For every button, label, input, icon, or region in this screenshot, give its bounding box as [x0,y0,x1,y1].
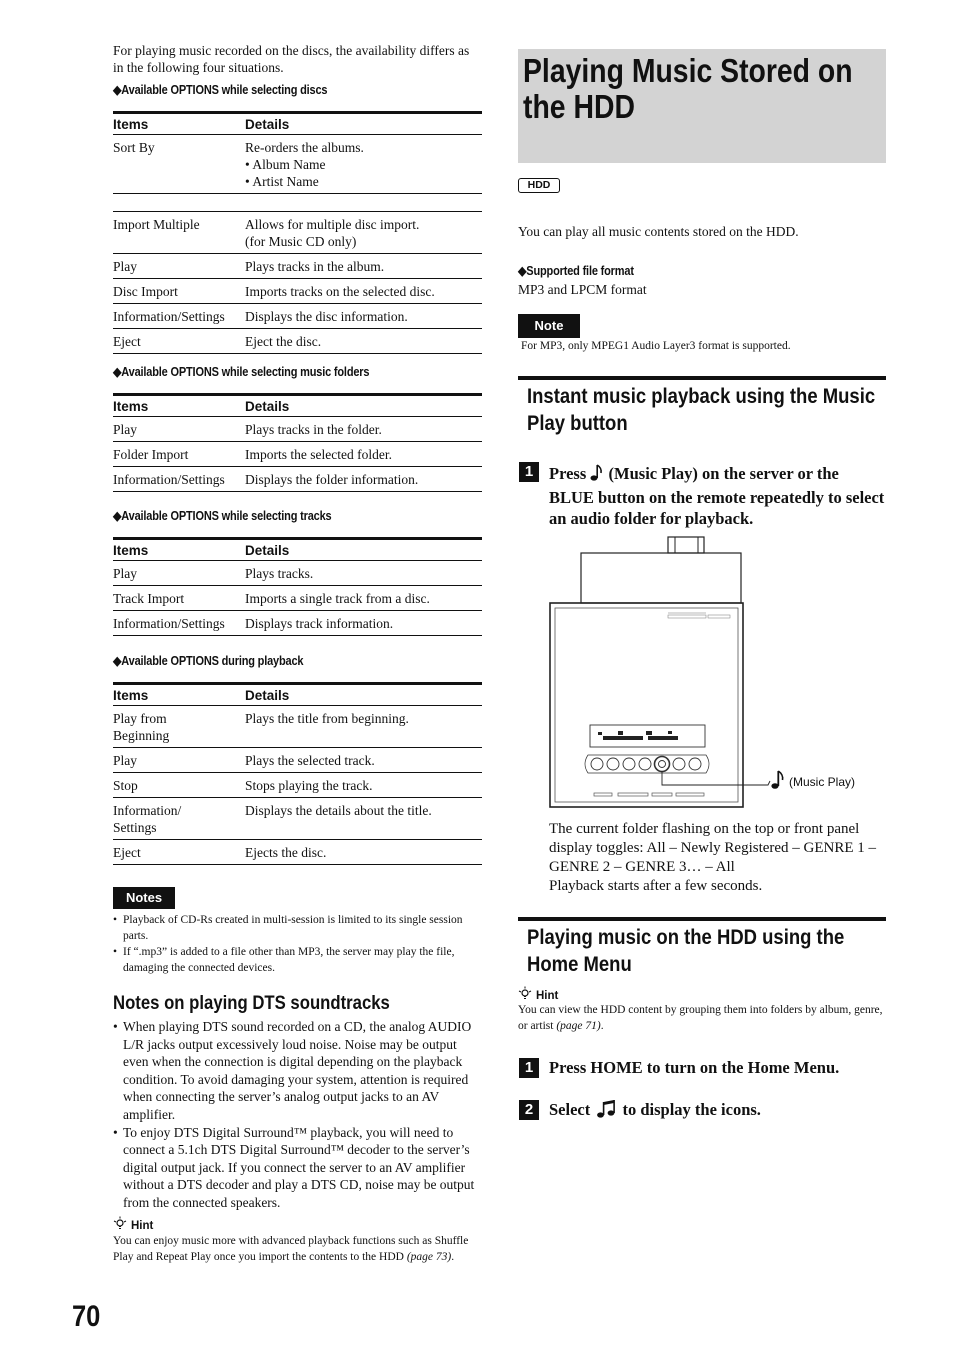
details-cell: Plays tracks in the album. [245,254,482,279]
music-note-icon [771,770,785,795]
note-badge: Note [518,314,580,338]
title-banner [518,49,886,163]
section-divider [518,376,886,380]
music-icon [596,1099,616,1124]
step-text-b: to display the icons. [622,1100,761,1119]
dts-bullet: • To enjoy DTS Digital Surround™ playback, you will need to connect a 5.1ch DTS Digital Surround™ decoder to the server’s digital output jack. If you connect the server to an AV amplifier without a DTS decoder and play a DTS CD, noise may be output from the connected speakers. [113,1124,482,1212]
dts-bullet: • When playing DTS sound recorded on a CD, the analog AUDIO L/R jacks output excessively loud noise. Noise may be output even when the connection is digital depending on the playback condition. To avoid damaging your system, attention is required when connecting the server’s analog output jacks to an AV amplifier. [113,1018,482,1124]
table-row [113,442,482,467]
details-cell: Plays the title from beginning. [245,706,482,748]
item-cell: Disc Import [113,279,245,304]
hint-body: You can view the HDD content by grouping them into folders by album, genre, or artist [518,1004,883,1032]
column-header: Details [245,113,482,135]
format-value: MP3 and LPCM format [518,282,647,297]
column-header: Items [113,113,245,135]
item-cell: Eject [113,840,245,865]
table-label-folders: ◆Available OPTIONS while selecting music folders [113,365,370,379]
table-row [113,279,482,304]
item-cell: Information/Settings [113,467,245,492]
notes-badge: Notes [113,887,175,909]
hint-label: Hint [536,990,559,1003]
callout-label: (Music Play) [789,775,856,789]
details-cell: Imports tracks on the selected disc. [245,279,482,304]
item-cell: Track Import [113,586,245,611]
step-number: 1 [519,462,539,482]
section-heading-instant: Instant music playback using the Music Play button [527,385,876,435]
item-cell [113,194,245,212]
dts-notes [113,1018,482,1212]
details-cell [245,194,482,212]
table-row [113,329,482,354]
table-row [113,840,482,865]
folder-toggle-text: The current folder flashing on the top or front panel display toggles: All – Newly Registered – GENRE 1 – GENRE 2 – GENRE 3… – All [549,821,877,875]
table-row [113,748,482,773]
table-row [113,254,482,279]
dts-heading: Notes on playing DTS soundtracks [113,993,390,1014]
column-header: Items [113,395,245,417]
hint-label: Hint [131,1220,154,1233]
column-header: Items [113,684,245,706]
table-label-playback: ◆Available OPTIONS during playback [113,654,304,668]
item-cell: Play [113,561,245,586]
note-item: • If “.mp3” is added to a file other than MP3, the server may play the file, damaging the connected devices. [113,944,483,976]
item-cell: Information/Settings [113,611,245,636]
page-ref-link[interactable]: (page 73) [406,1251,452,1263]
details-cell: Stops playing the track. [245,773,482,798]
page-number: 70 [72,1300,101,1333]
section-heading-home-menu: Playing music on the HDD using the Home Menu [527,926,845,976]
hdd-badge: HDD [518,178,560,193]
format-label: ◆Supported file format [518,264,634,278]
table-row [113,212,482,254]
options-table-discs [113,111,482,354]
item-cell: Play [113,254,245,279]
details-cell: Plays tracks. [245,561,482,586]
step-text-select [549,1099,761,1124]
table-row [113,467,482,492]
table-row [113,561,482,586]
options-table-playback [113,682,482,865]
item-cell: Play [113,417,245,442]
intro-text: For playing music recorded on the discs, the availability differs as in the following four situations. [113,43,470,75]
step-number: 1 [519,1058,539,1078]
table-row [113,773,482,798]
table-row [113,304,482,329]
details-cell: Imports the selected folder. [245,442,482,467]
playback-start-text: Playback starts after a few seconds. [549,878,763,894]
details-cell: Ejects the disc. [245,840,482,865]
table-label-discs: ◆Available OPTIONS while selecting discs [113,83,328,97]
note-text: For MP3, only MPEG1 Audio Layer3 format is supported. [521,340,791,352]
details-cell: Displays track information. [245,611,482,636]
details-cell: Displays the details about the title. [245,798,482,840]
options-table-folders [113,393,482,492]
right-intro: You can play all music contents stored on the HDD. [518,224,799,239]
column-header: Items [113,539,245,561]
item-cell: Import Multiple [113,212,245,254]
item-cell: Eject [113,329,245,354]
step-text [549,463,885,529]
note-item: • Playback of CD-Rs created in multi-session is limited to its single session parts. [113,912,483,944]
table-row [113,586,482,611]
page-title: Playing Music Stored on the HDD [523,52,853,125]
hint-text-right: You can view the HDD content by grouping them into folders by album, genre, or artist (page 71). [518,1004,883,1032]
column-header: Details [245,539,482,561]
details-cell: Allows for multiple disc import. (for Music CD only) [245,212,482,254]
step-text-b: (Music Play) on the server or the BLUE button on the remote repeatedly to select an audio folder for playback. [549,464,885,528]
item-cell: Information/Settings [113,304,245,329]
table-row [113,706,482,748]
column-header: Details [245,684,482,706]
figure-description [549,820,885,896]
table-row [113,611,482,636]
details-cell: Re-orders the albums. • Album Name • Artist Name [245,135,482,194]
details-cell: Displays the disc information. [245,304,482,329]
step-text-a: Press [549,464,587,483]
item-cell: Sort By [113,135,245,194]
item-cell: Information/ Settings [113,798,245,840]
section-divider [518,917,886,921]
hint-text-left: You can enjoy music more with advanced playback functions such as Shuffle Play and Repeat Play once you import the contents to the HDD (page 73). [113,1235,469,1263]
item-cell: Stop [113,773,245,798]
step-text-home: Press HOME to turn on the Home Menu. [549,1058,840,1077]
table-label-tracks: ◆Available OPTIONS while selecting tracks [113,509,332,523]
item-cell: Play [113,748,245,773]
table-row [113,135,482,194]
page-ref-link[interactable]: (page 71) [556,1020,601,1032]
table-row [113,417,482,442]
details-cell: Plays tracks in the folder. [245,417,482,442]
hint-body: You can enjoy music more with advanced playback functions such as Shuffle Play and Repeat Play once you import the contents to the HDD [113,1235,469,1263]
details-cell: Displays the folder information. [245,467,482,492]
notes-list [113,912,483,976]
details-cell: Plays the selected track. [245,748,482,773]
table-row [113,798,482,840]
music-play-callout [771,770,855,795]
details-cell: Eject the disc. [245,329,482,354]
options-table-tracks [113,537,482,636]
music-play-icon [590,464,604,487]
step-number: 2 [519,1100,539,1120]
step-text-a: Select [549,1100,591,1119]
item-cell: Play from Beginning [113,706,245,748]
table-row [113,194,482,212]
item-cell: Folder Import [113,442,245,467]
details-cell: Imports a single track from a disc. [245,586,482,611]
column-header: Details [245,395,482,417]
